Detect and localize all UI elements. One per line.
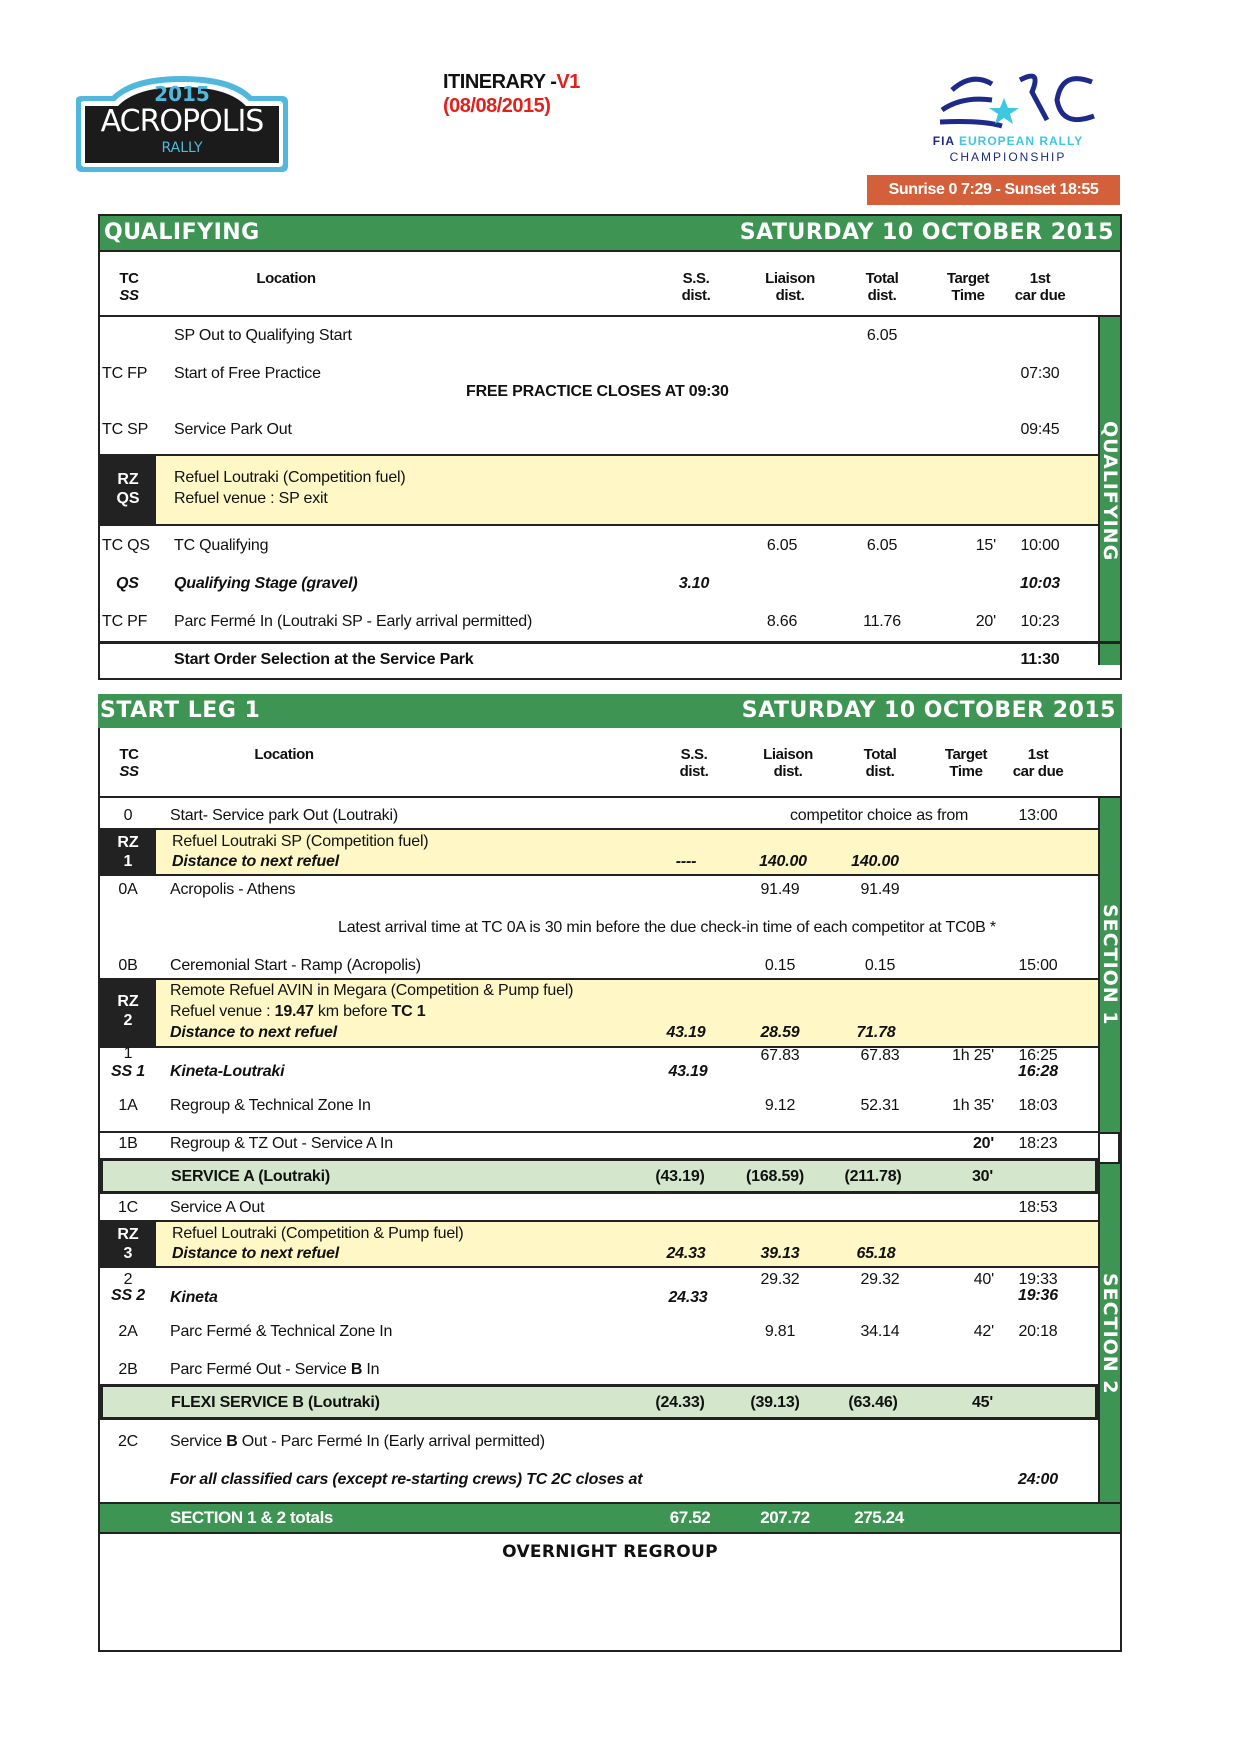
leg1-r1-target: 1h 25' [952, 1047, 994, 1064]
leg1-ss1-ss: 43.19 [668, 1063, 708, 1080]
free-practice-note: FREE PRACTICE CLOSES AT 09:30 [466, 383, 729, 400]
leg1-r2a-due: 20:18 [1018, 1323, 1058, 1340]
q-row-7-liaison: 8.66 [766, 613, 798, 630]
service-b-total: (63.46) [848, 1394, 898, 1411]
leg1-ss1-due: 16:28 [1018, 1063, 1058, 1080]
col-tc: TC SS [119, 270, 139, 304]
rz1-liaison: 140.00 [759, 853, 807, 870]
leg1-r0a-location: Acropolis - Athens [170, 881, 296, 898]
leg1-ss1-location: Kineta-Loutraki [170, 1063, 285, 1080]
refuel-qs-row: Refuel Loutraki (Competition fuel) Refuel venue : SP exit [156, 456, 1098, 524]
qualifying-title: QUALIFYING [104, 220, 260, 245]
leg1-r0b-due: 15:00 [1018, 957, 1058, 974]
q-row-5-due: 10:00 [1020, 537, 1060, 554]
section-gap [1098, 1132, 1120, 1164]
leg1-header-bar [98, 694, 1122, 728]
service-a-row: SERVICE A (Loutraki) (43.19) (168.59) (211.78) 30' [100, 1158, 1098, 1194]
leg1-col-tc: TC SS [119, 746, 139, 780]
q-row-5-location: TC Qualifying [174, 537, 269, 554]
leg1-r1a-location: Regroup & Technical Zone In [170, 1097, 371, 1114]
section-2-side-label: SECTION 2 [1098, 1164, 1120, 1504]
section-1-side-label: SECTION 1 [1098, 798, 1120, 1132]
leg1-r1-due: 16:25 [1018, 1047, 1058, 1064]
leg1-r0b-tc: 0B [118, 957, 138, 974]
leg1-r0b-total: 0.15 [864, 957, 896, 974]
refuel-1-row: Refuel Loutraki SP (Competition fuel) Distance to next refuel ---- 140.00 140.00 [156, 830, 1098, 874]
totals-liaison: 207.72 [760, 1508, 810, 1527]
rz3-liaison: 39.13 [760, 1245, 800, 1262]
leg1-r2b-tc: 2B [118, 1361, 138, 1378]
leg1-r0-location: Start- Service park Out (Loutraki) [170, 807, 398, 824]
q-row-5-tc: TC QS [102, 537, 150, 554]
rz2-total: 71.78 [856, 1024, 896, 1041]
totals-label: SECTION 1 & 2 totals [170, 1508, 333, 1527]
leg1-col-location: Location [254, 746, 314, 763]
leg1-r0-due: 13:00 [1018, 807, 1058, 824]
service-a-ss: (43.19) [655, 1168, 705, 1185]
leg1-r0b-liaison: 0.15 [764, 957, 796, 974]
section-totals-bar [100, 1504, 1120, 1532]
leg1-r1a-due: 18:03 [1018, 1097, 1058, 1114]
leg1-r2a-liaison: 9.81 [764, 1323, 796, 1340]
totals-ss: 67.52 [669, 1508, 711, 1527]
leg1-col-target: Target Time [944, 746, 988, 780]
col-due: 1st car due [1014, 270, 1066, 304]
q-row-6-ss: 3.10 [678, 575, 710, 592]
leg1-r1a-liaison: 9.12 [764, 1097, 796, 1114]
rz1-ss: ---- [675, 853, 697, 870]
leg1-col-due: 1st car due [1012, 746, 1064, 780]
q-row-1-due: 07:30 [1020, 365, 1060, 382]
q-row-6-location: Qualifying Stage (gravel) [174, 575, 358, 592]
service-a-target: 30' [971, 1168, 993, 1185]
qualifying-table [98, 214, 1122, 680]
q-row-7-total: 11.76 [863, 613, 901, 630]
leg1-r0-tc: 0 [123, 807, 133, 824]
leg1-r2a-location: Parc Fermé & Technical Zone In [170, 1323, 393, 1340]
leg1-table [98, 728, 1122, 1652]
leg1-note-2c-due: 24:00 [1018, 1471, 1058, 1488]
leg1-r1-liaison: 67.83 [760, 1047, 800, 1064]
service-a-liaison: (168.59) [746, 1168, 804, 1185]
col-target: Target Time [946, 270, 990, 304]
q-row-6-tc: QS [116, 575, 139, 592]
overnight-regroup: OVERNIGHT REGROUP [502, 1542, 718, 1562]
leg1-note-0a: Latest arrival time at TC 0A is 30 min before the due check-in time of each competitor at TC0B * [338, 919, 996, 936]
sunrise-sunset-badge: Sunrise 0 7:29 - Sunset 18:55 [867, 175, 1120, 205]
q-row-5-total: 6.05 [866, 537, 898, 554]
title-date: (08/08/2015) [443, 95, 551, 117]
q-row-7-due: 10:23 [1020, 613, 1060, 630]
rz2-liaison: 28.59 [760, 1024, 800, 1041]
erc-championship: CHAMPIONSHIP [949, 150, 1067, 164]
leg1-r2c-tc: 2C [117, 1433, 139, 1450]
q-row-3-location: Service Park Out [174, 421, 292, 438]
leg1-r1c-location: Service A Out [170, 1199, 265, 1216]
erc-european: EUROPEAN RALLY [958, 134, 1084, 148]
rz1-total: 140.00 [851, 853, 899, 870]
document-title [443, 70, 580, 118]
leg1-ss2-tc: SS 2 [111, 1287, 145, 1304]
leg1-r2a-total: 34.14 [860, 1323, 900, 1340]
q-row-1-tc: TC FP [102, 365, 148, 382]
qualifying-side-label: QUALIFYING [1098, 317, 1120, 665]
leg1-r2a-target: 42' [973, 1323, 994, 1340]
leg1-r1c-due: 18:53 [1018, 1199, 1058, 1216]
leg1-note-2c: For all classified cars (except re-starting crews) TC 2C closes at [170, 1471, 643, 1488]
start-order-selection: Start Order Selection at the Service Park [174, 651, 474, 668]
refuel-2-row: Remote Refuel AVIN in Megara (Competition & Pump fuel) Refuel venue : 19.47 km before TC 1 Distance to next refuel 43.19 28.59 71.78 [156, 980, 1098, 1046]
logo-year: 2015 [154, 82, 210, 106]
service-b-liaison: (39.13) [750, 1394, 800, 1411]
q-row-0-total: 6.05 [866, 327, 898, 344]
erc-fia: FIA [932, 134, 955, 148]
rz2-ss: 43.19 [666, 1024, 706, 1041]
service-b-target: 45' [971, 1394, 993, 1411]
leg1-r1b-tc: 1B [118, 1135, 138, 1152]
q-row-6-due: 10:03 [1020, 575, 1060, 592]
leg1-r0a-total: 91.49 [860, 881, 900, 898]
q-row-3-tc: TC SP [102, 421, 149, 438]
start-order-due: 11:30 [1020, 651, 1060, 668]
leg1-r2a-tc: 2A [118, 1323, 138, 1340]
leg1-r2c-location: Service B Out - Parc Fermé In (Early arrival permitted) [170, 1433, 545, 1450]
leg1-ss1-tc: SS 1 [111, 1063, 145, 1080]
leg1-title: START LEG 1 [100, 698, 261, 723]
leg1-ss2-ss: 24.33 [668, 1289, 708, 1306]
leg1-r1-tc: 1 [123, 1045, 133, 1062]
leg1-r1-total: 67.83 [860, 1047, 900, 1064]
q-row-7-target: 20' [975, 613, 996, 630]
acropolis-rally-logo [72, 74, 292, 174]
rz-qs-badge: RZ QS [100, 456, 156, 524]
col-ss-dist: S.S. dist. [681, 270, 711, 304]
q-row-3-due: 09:45 [1020, 421, 1060, 438]
leg1-r1b-location: Regroup & TZ Out - Service A In [170, 1135, 393, 1152]
qualifying-header-bar [100, 216, 1120, 250]
rz-2-badge: RZ 2 [100, 980, 156, 1046]
leg1-r2-tc: 2 [123, 1271, 133, 1288]
leg1-col-ss-dist: S.S. dist. [679, 746, 709, 780]
leg1-r2b-location: Parc Fermé Out - Service B In [170, 1361, 380, 1378]
leg1-r1a-target: 1h 35' [952, 1097, 994, 1114]
leg1-ss2-location: Kineta [170, 1289, 218, 1306]
leg1-r1b-target: 20' [972, 1135, 994, 1152]
flexi-service-b-row: FLEXI SERVICE B (Loutraki) (24.33) (39.13) (63.46) 45' [100, 1384, 1098, 1420]
col-total: Total dist. [865, 270, 899, 304]
refuel-3-row: Refuel Loutraki (Competition & Pump fuel) Distance to next refuel 24.33 39.13 65.18 [156, 1222, 1098, 1266]
leg1-r2-due: 19:33 [1018, 1271, 1058, 1288]
col-location: Location [256, 270, 316, 287]
q-row-1-location: Start of Free Practice [174, 365, 321, 382]
q-row-5-liaison: 6.05 [766, 537, 798, 554]
version-text: V1 [556, 71, 580, 93]
leg1-r0b-location: Ceremonial Start - Ramp (Acropolis) [170, 957, 421, 974]
erc-logo [912, 70, 1104, 170]
leg1-date: SATURDAY 10 OCTOBER 2015 [741, 698, 1116, 723]
leg1-col-total: Total dist. [863, 746, 897, 780]
leg1-r0a-tc: 0A [118, 881, 138, 898]
q-row-5-target: 15' [975, 537, 996, 554]
rz3-total: 65.18 [856, 1245, 896, 1262]
leg1-r2-total: 29.32 [860, 1271, 900, 1288]
logo-name: ACROPOLIS [100, 104, 264, 139]
leg1-r1b-due: 18:23 [1018, 1135, 1058, 1152]
leg1-r0a-liaison: 91.49 [760, 881, 800, 898]
qualifying-date: SATURDAY 10 OCTOBER 2015 [739, 220, 1114, 245]
leg1-col-liaison: Liaison dist. [763, 746, 813, 780]
q-row-0-location: SP Out to Qualifying Start [174, 327, 352, 344]
rz-3-badge: RZ 3 [100, 1222, 156, 1266]
leg1-r1a-tc: 1A [118, 1097, 138, 1114]
leg1-r1a-total: 52.31 [860, 1097, 900, 1114]
leg1-r2-liaison: 29.32 [760, 1271, 800, 1288]
totals-total: 275.24 [854, 1508, 904, 1527]
rz3-ss: 24.33 [666, 1245, 706, 1262]
title-text: ITINERARY - [443, 71, 557, 93]
rz-1-badge: RZ 1 [100, 830, 156, 874]
service-b-ss: (24.33) [655, 1394, 705, 1411]
q-row-7-tc: TC PF [102, 613, 148, 630]
leg1-r1c-tc: 1C [117, 1199, 139, 1216]
leg1-ss2-due: 19:36 [1018, 1287, 1058, 1304]
service-a-total: (211.78) [844, 1168, 902, 1185]
leg1-r0-note: competitor choice as from [790, 807, 969, 824]
logo-sub: RALLY [161, 140, 203, 156]
leg1-r2-target: 40' [973, 1271, 994, 1288]
col-liaison: Liaison dist. [765, 270, 815, 304]
q-row-7-location: Parc Fermé In (Loutraki SP - Early arrival permitted) [174, 613, 533, 630]
